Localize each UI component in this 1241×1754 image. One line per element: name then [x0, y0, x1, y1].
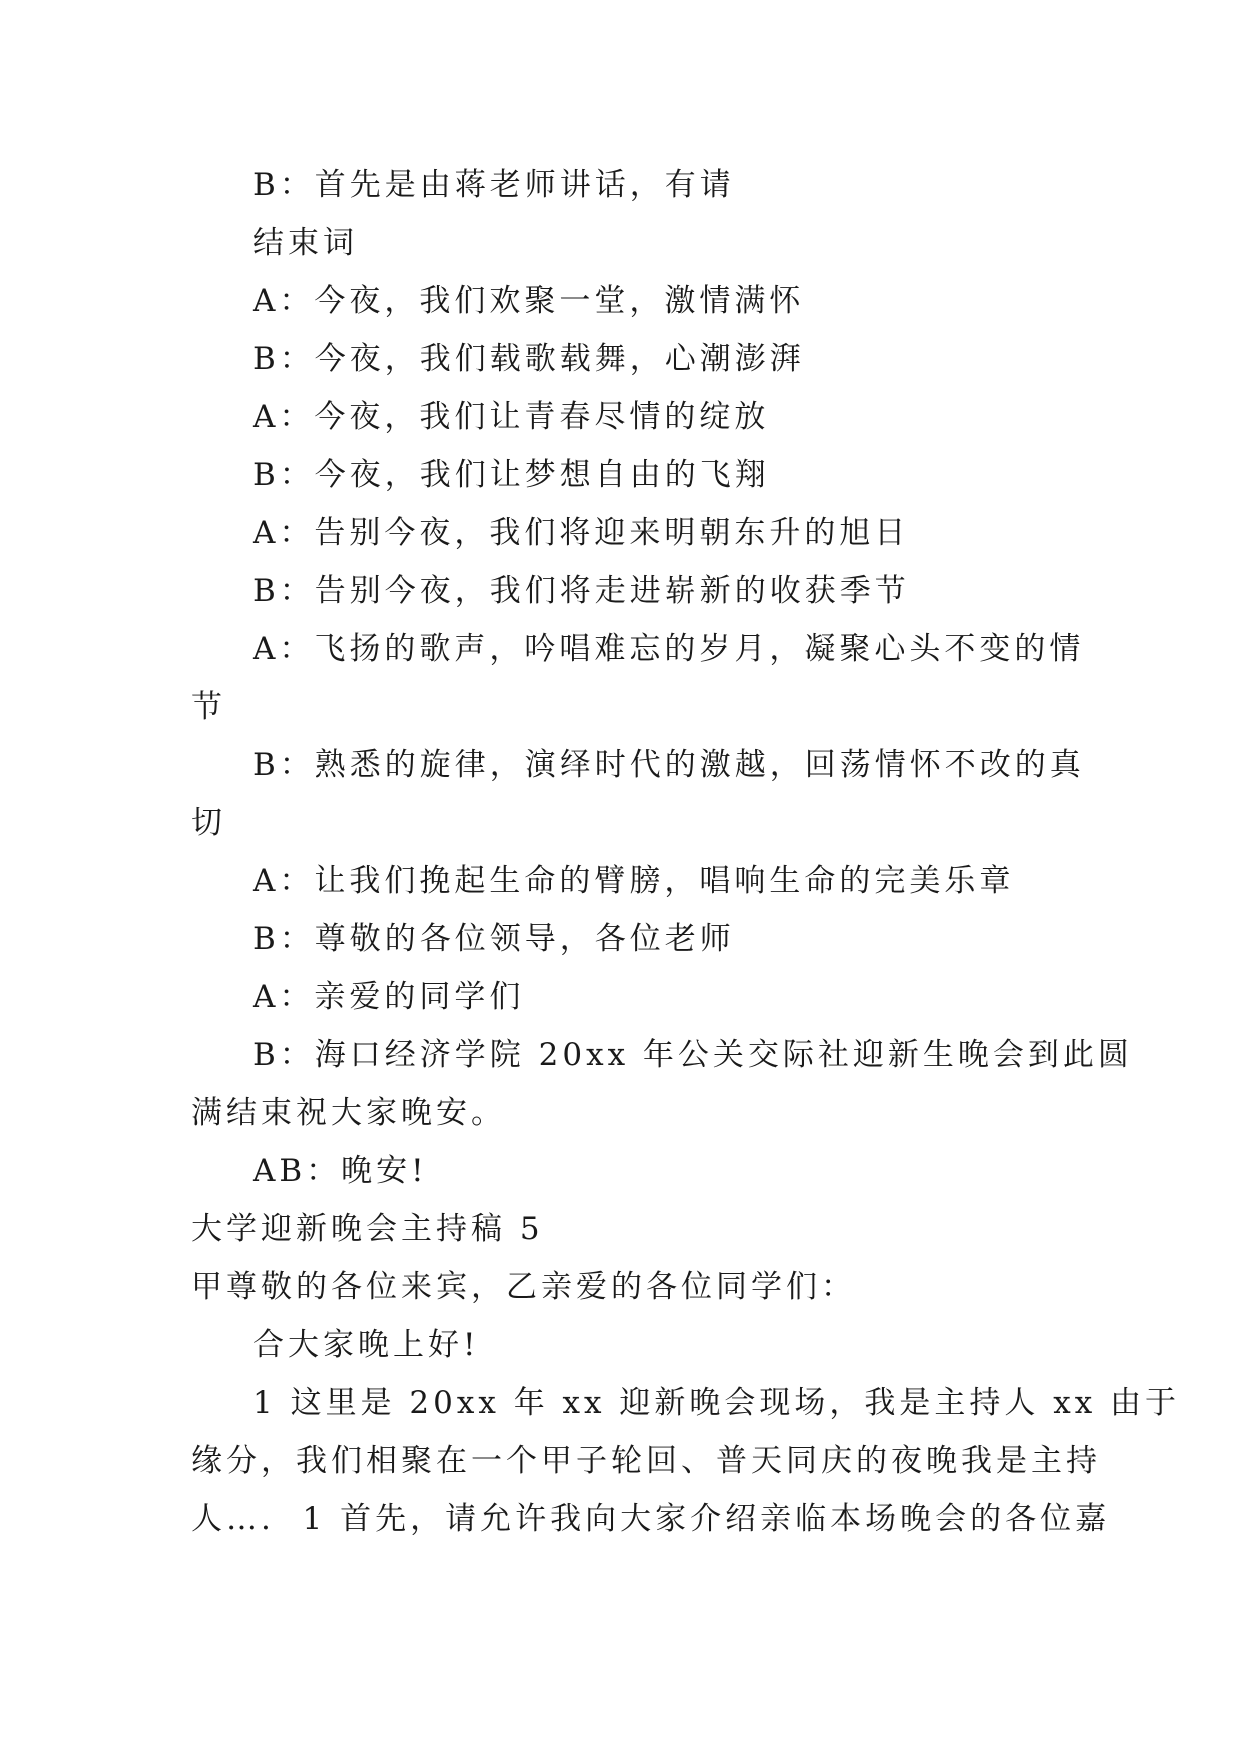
text-line: A：今夜，我们让青春尽情的绽放	[253, 399, 770, 435]
text-line: B：尊敬的各位领导，各位老师	[253, 921, 735, 957]
text-line: B：今夜，我们让梦想自由的飞翔	[253, 457, 770, 493]
text-line: 1 这里是 20xx 年 xx 迎新晚会现场，我是主持人 xx 由于	[253, 1385, 1181, 1421]
text-line: A：飞扬的歌声，吟唱难忘的岁月，凝聚心头不变的情	[253, 631, 1085, 667]
text-line-continuation: 缘分，我们相聚在一个甲子轮回、普天同庆的夜晚我是主持	[191, 1443, 1101, 1479]
text-line: B：首先是由蒋老师讲话，有请	[253, 167, 735, 203]
text-line: B：告别今夜，我们将走进崭新的收获季节	[253, 573, 910, 609]
section-title: 大学迎新晚会主持稿 5	[191, 1211, 544, 1247]
section-heading: 结束词	[253, 225, 358, 261]
text-line-continuation: 满结束祝大家晚安。	[191, 1095, 506, 1131]
text-line-continuation: 切	[191, 805, 226, 841]
document-body	[191, 156, 1181, 1548]
text-line-continuation: 人…. 1 首先，请允许我向大家介绍亲临本场晚会的各位嘉	[191, 1501, 1111, 1537]
text-line: B：海口经济学院 20xx 年公关交际社迎新生晚会到此圆	[253, 1037, 1133, 1073]
text-line: B：今夜，我们载歌载舞，心潮澎湃	[253, 341, 805, 377]
text-line: 甲尊敬的各位来宾，乙亲爱的各位同学们：	[191, 1269, 856, 1305]
text-line: AB：晚安!	[253, 1153, 428, 1189]
text-line-continuation: 节	[191, 689, 226, 725]
text-line: 合大家晚上好!	[253, 1327, 480, 1363]
text-line: A：今夜，我们欢聚一堂，激情满怀	[253, 283, 805, 319]
text-line: A：告别今夜，我们将迎来明朝东升的旭日	[253, 515, 910, 551]
text-line: A：亲爱的同学们	[253, 979, 525, 1015]
text-line: A：让我们挽起生命的臂膀，唱响生命的完美乐章	[253, 863, 1015, 899]
text-line: B：熟悉的旋律，演绎时代的激越，回荡情怀不改的真	[253, 747, 1085, 783]
